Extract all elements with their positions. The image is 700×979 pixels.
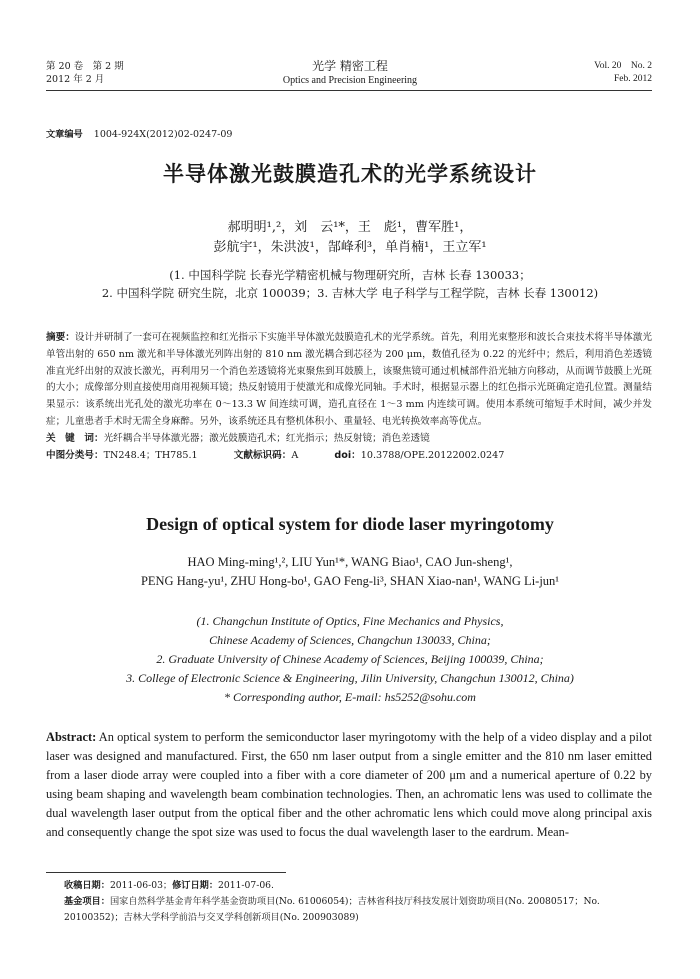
authors-cn-line: 郝明明¹,²，刘 云¹*，王 彪¹，曹军胜¹， bbox=[227, 220, 473, 235]
clc-value: TN248.4；TH785.1 bbox=[103, 449, 198, 461]
authors-en-line: HAO Ming-ming¹,², LIU Yun¹*, WANG Biao¹, CAO Jun-sheng¹, bbox=[187, 555, 513, 569]
received-label: 收稿日期： bbox=[64, 880, 110, 891]
clc-label: 中图分类号： bbox=[46, 449, 104, 461]
affiliation-en-line: (1. Changchun Institute of Optics, Fine Mechanics and Physics, bbox=[196, 614, 504, 628]
keywords-cn-text: 光纤耦合半导体激光器；激光鼓膜造孔术；红光指示；热反射镜；消色差透镜 bbox=[103, 432, 430, 444]
volume-issue-cn: 第 20 卷 第 2 期 bbox=[46, 61, 124, 72]
funding-text: 国家自然科学基金青年科学基金资助项目(No. 61006054)；吉林省科技厅科技发展计划资助项目(No. 20080517；No. 20100352)；吉林大学科学前沿与交叉学科创新项目(No. 200903089) bbox=[64, 896, 600, 923]
affiliation-en-line: Chinese Academy of Sciences, Changchun 130033, China; bbox=[209, 633, 491, 647]
authors-en bbox=[0, 553, 700, 591]
doi-label: doi： bbox=[334, 449, 361, 461]
date-en: Feb. 2012 bbox=[614, 74, 652, 84]
classification-line bbox=[46, 448, 652, 465]
revised-value: 2011-07-06. bbox=[218, 880, 274, 891]
footnote-rule bbox=[46, 872, 286, 873]
abstract-cn-label: 摘要： bbox=[46, 332, 75, 343]
funding-label: 基金项目： bbox=[64, 896, 110, 907]
authors-en-line: PENG Hang-yu¹, ZHU Hong-bo¹, GAO Feng-li³, SHAN Xiao-nan¹, WANG Li-jun¹ bbox=[140, 574, 560, 588]
date-cn: 2012 年 2 月 bbox=[46, 74, 105, 85]
keywords-cn bbox=[46, 431, 652, 448]
journal-name-cn: 光学 精密工程 bbox=[312, 59, 388, 73]
title-en: Design of optical system for diode laser myringotomy bbox=[146, 514, 554, 534]
header-volume-en bbox=[594, 60, 652, 86]
header-rule bbox=[46, 90, 652, 91]
affiliation-en-line: 3. College of Electronic Science & Engineering, Jilin University, Changchun 130012, China) bbox=[126, 671, 574, 685]
abstract-cn-text: 设计并研制了一套可在视频监控和红光指示下实施半导体激光鼓膜造孔术的光学系统。首先，利用光束整形和波长合束技术将半导体激光单管出射的 650 nm 激光和半导体激光列阵出射的 810 nm 激光耦合到芯径为 200 μm，数值孔径为 0.22 的光纤中；然后，利用消色差透镜准直光纤出射的双波长激光，再利用另一个消色差透镜将光束聚焦到耳鼓膜上，该聚焦镜可通过机械部件沿光轴方向移动，从而调节鼓膜上光斑的大小；成像部分则直接使用商用视频耳镜；热反射镜用于使激光和成像光同轴。手术时，根据显示器上的红色指示光斑确定造孔位置。测量结果显示：该系统出光孔处的激光功率在 0～13.3 W 间连续可调，造孔直径在 1～3 mm 内连续可调。使用本系统可缩短手术时间，减少并发症；儿童患者手术时无需全身麻醉。另外，该系统还具有整机体积小、重量轻、电光转换效率高等优点。 bbox=[46, 332, 652, 427]
journal-name-en: Optics and Precision Engineering bbox=[282, 75, 418, 86]
keywords-cn-label: 关 键 词： bbox=[46, 432, 104, 444]
abstract-en bbox=[46, 728, 652, 842]
affiliation-en-line: 2. Graduate University of Chinese Academy of Sciences, Beijing 100039, China; bbox=[156, 652, 544, 666]
article-number bbox=[46, 126, 232, 140]
doc-code-value: A bbox=[291, 449, 299, 461]
authors-cn-line: 彭航宇¹，朱洪波¹，郜峰利³，单肖楠¹，王立军¹ bbox=[213, 240, 487, 255]
received-value: 2011-06-03； bbox=[109, 880, 173, 891]
title-cn: 半导体激光鼓膜造孔术的光学系统设计 bbox=[163, 162, 537, 186]
article-number-value: 1004-924X(2012)02-0247-09 bbox=[93, 129, 233, 140]
revised-label: 修订日期： bbox=[172, 880, 219, 891]
affiliations-en bbox=[0, 612, 700, 707]
received-dates bbox=[64, 878, 654, 894]
doc-code-label: 文献标识码： bbox=[233, 449, 292, 461]
affiliations-cn bbox=[0, 266, 700, 302]
affiliation-cn-line: (1. 中国科学院 长春光学精密机械与物理研究所，吉林 长春 130033； bbox=[169, 268, 531, 282]
article-number-label: 文章编号 bbox=[46, 129, 83, 140]
affiliation-cn-line: 2. 中国科学院 研究生院，北京 100039；3. 吉林大学 电子科学与工程学院，吉林 长春 130012) bbox=[101, 286, 599, 300]
doi-value: 10.3788/OPE.20122002.0247 bbox=[360, 449, 505, 461]
abstract-en-label: Abstract: bbox=[46, 730, 97, 744]
volume-issue-en: Vol. 20 No. 2 bbox=[594, 61, 652, 71]
abstract-cn bbox=[46, 330, 652, 464]
funding bbox=[64, 894, 654, 926]
abstract-en-text: An optical system to perform the semiconductor laser myringotomy with the help of a video display and a pilot laser was designed and manufactured. First, the 650 nm laser output from a single emitter and the 810 nm laser emitted from a laser diode array were coupled into a fiber with a core diameter of 200 μm and a numerical aperture of 0.22 by using beam shaping and wavelength beam combination technologies. Then, an achromatic lens was used to collimate the dual wavelength laser output from the optical fiber and the other achromatic lens which could move along principal axis and consequently change the spot size was used to focus the dual wavelength laser to the eardrum. Mean- bbox=[46, 730, 652, 839]
corresponding-author: * Corresponding author, E-mail: hs5252@sohu.com bbox=[224, 690, 476, 704]
authors-cn bbox=[0, 218, 700, 258]
footnotes bbox=[64, 878, 654, 926]
